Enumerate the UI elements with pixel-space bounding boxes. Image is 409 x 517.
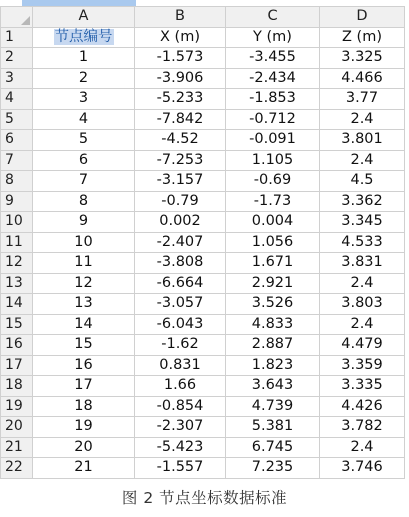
cell-y[interactable]: -3.455 [226, 48, 320, 69]
table-row [1, 273, 405, 294]
cell-y[interactable]: 6.745 [226, 437, 320, 458]
cell-z[interactable]: 2.4 [320, 109, 405, 130]
cell-z[interactable]: 4.479 [320, 335, 405, 356]
row-header[interactable]: 19 [1, 396, 33, 417]
cell-y[interactable]: 3.643 [226, 376, 320, 397]
cell-x[interactable]: -7.842 [135, 109, 226, 130]
cell-z[interactable]: 2.4 [320, 150, 405, 171]
row-header[interactable]: 10 [1, 212, 33, 233]
cell-z[interactable]: 4.466 [320, 68, 405, 89]
cell-node-id[interactable]: 16 [33, 355, 135, 376]
row-header[interactable]: 7 [1, 150, 33, 171]
cell-node-id-header[interactable] [33, 27, 135, 48]
cell-node-id[interactable]: 13 [33, 294, 135, 315]
cell-y-header[interactable]: Y (m) [226, 27, 320, 48]
cell-y[interactable]: -1.73 [226, 191, 320, 212]
cell-y[interactable]: 7.235 [226, 458, 320, 479]
column-header-b[interactable]: B [135, 7, 226, 28]
column-header-a[interactable]: A [33, 7, 135, 28]
cell-node-id[interactable]: 21 [33, 458, 135, 479]
cell-z[interactable]: 2.4 [320, 273, 405, 294]
row-header[interactable]: 21 [1, 437, 33, 458]
cell-z[interactable]: 3.335 [320, 376, 405, 397]
row-header[interactable]: 22 [1, 458, 33, 479]
spreadsheet-grid [0, 6, 405, 479]
row-header[interactable]: 1 [1, 27, 33, 48]
table-row [1, 232, 405, 253]
table-row [1, 335, 405, 356]
cell-y[interactable]: 4.833 [226, 314, 320, 335]
column-header-row [1, 7, 405, 28]
cell-x[interactable]: -3.057 [135, 294, 226, 315]
cell-z[interactable]: 3.801 [320, 130, 405, 151]
table-row [1, 314, 405, 335]
cell-node-id[interactable]: 17 [33, 376, 135, 397]
cell-x[interactable]: -7.253 [135, 150, 226, 171]
cell-node-id[interactable]: 15 [33, 335, 135, 356]
cell-y[interactable]: 4.739 [226, 396, 320, 417]
cell-node-id[interactable]: 6 [33, 150, 135, 171]
row-header[interactable]: 5 [1, 109, 33, 130]
cell-x[interactable]: -2.307 [135, 417, 226, 438]
cell-y[interactable]: -0.091 [226, 130, 320, 151]
cell-x[interactable]: -1.573 [135, 48, 226, 69]
cell-node-id[interactable]: 2 [33, 68, 135, 89]
cell-x[interactable]: -0.854 [135, 396, 226, 417]
cell-z[interactable]: 3.803 [320, 294, 405, 315]
cell-node-id[interactable]: 9 [33, 212, 135, 233]
cell-x[interactable]: -4.52 [135, 130, 226, 151]
spreadsheet [0, 6, 409, 479]
table-row [1, 130, 405, 151]
select-all-corner[interactable] [1, 7, 33, 28]
cell-node-id[interactable]: 20 [33, 437, 135, 458]
cell-y[interactable]: -0.712 [226, 109, 320, 130]
cell-x[interactable]: 1.66 [135, 376, 226, 397]
cell-x[interactable]: -2.407 [135, 232, 226, 253]
cell-z[interactable]: 3.831 [320, 253, 405, 274]
cell-z[interactable]: 3.746 [320, 458, 405, 479]
row-header[interactable]: 17 [1, 355, 33, 376]
cell-x[interactable]: -6.043 [135, 314, 226, 335]
row-header[interactable]: 15 [1, 314, 33, 335]
cell-x[interactable]: -5.423 [135, 437, 226, 458]
cell-node-id[interactable]: 11 [33, 253, 135, 274]
table-row [1, 212, 405, 233]
row-header[interactable]: 20 [1, 417, 33, 438]
cell-y[interactable]: -0.69 [226, 171, 320, 192]
cell-y[interactable]: 1.105 [226, 150, 320, 171]
cell-y[interactable]: 3.526 [226, 294, 320, 315]
column-header-d[interactable]: D [320, 7, 405, 28]
row-header[interactable]: 2 [1, 48, 33, 69]
row-header[interactable]: 14 [1, 294, 33, 315]
cell-z-header[interactable]: Z (m) [320, 27, 405, 48]
row-header[interactable]: 13 [1, 273, 33, 294]
cell-z[interactable]: 4.5 [320, 171, 405, 192]
selected-cell-text: 节点编号 [54, 28, 113, 45]
cell-z[interactable]: 4.426 [320, 396, 405, 417]
table-row [1, 68, 405, 89]
row-header[interactable]: 18 [1, 376, 33, 397]
table-row [1, 171, 405, 192]
row-header[interactable]: 16 [1, 335, 33, 356]
cell-node-id[interactable]: 8 [33, 191, 135, 212]
cell-z[interactable]: 3.362 [320, 191, 405, 212]
cell-y[interactable]: -1.853 [226, 89, 320, 110]
row-header[interactable]: 9 [1, 191, 33, 212]
table-row-header [1, 27, 405, 48]
cell-z[interactable]: 2.4 [320, 314, 405, 335]
cell-node-id[interactable]: 19 [33, 417, 135, 438]
table-row [1, 396, 405, 417]
row-header[interactable]: 6 [1, 130, 33, 151]
cell-z[interactable]: 4.533 [320, 232, 405, 253]
cell-x[interactable]: -6.664 [135, 273, 226, 294]
cell-x[interactable]: -1.557 [135, 458, 226, 479]
cell-y[interactable]: 1.056 [226, 232, 320, 253]
table-row [1, 376, 405, 397]
table-row [1, 294, 405, 315]
table-row [1, 48, 405, 69]
cell-y[interactable]: 2.921 [226, 273, 320, 294]
cell-y[interactable]: 1.823 [226, 355, 320, 376]
cell-node-id[interactable]: 18 [33, 396, 135, 417]
table-row [1, 437, 405, 458]
cell-y[interactable]: 0.004 [226, 212, 320, 233]
table-row [1, 191, 405, 212]
cell-y[interactable]: 5.381 [226, 417, 320, 438]
cell-y[interactable]: 2.887 [226, 335, 320, 356]
row-header[interactable]: 11 [1, 232, 33, 253]
select-all-triangle-icon [21, 16, 30, 25]
cell-node-id[interactable]: 14 [33, 314, 135, 335]
row-header[interactable]: 4 [1, 89, 33, 110]
table-row [1, 150, 405, 171]
cell-z[interactable]: 2.4 [320, 437, 405, 458]
cell-x-header[interactable]: X (m) [135, 27, 226, 48]
row-header[interactable]: 12 [1, 253, 33, 274]
table-row [1, 355, 405, 376]
cell-x[interactable]: 0.831 [135, 355, 226, 376]
cell-z[interactable]: 3.77 [320, 89, 405, 110]
cell-x[interactable]: -5.233 [135, 89, 226, 110]
cell-z[interactable]: 3.345 [320, 212, 405, 233]
cell-node-id[interactable]: 10 [33, 232, 135, 253]
column-header-c[interactable]: C [226, 7, 320, 28]
figure-caption: 图 2 节点坐标数据标准 [121, 489, 288, 507]
cell-x[interactable]: -3.808 [135, 253, 226, 274]
cell-node-id[interactable]: 5 [33, 130, 135, 151]
cell-node-id[interactable]: 1 [33, 48, 135, 69]
cell-node-id[interactable]: 12 [33, 273, 135, 294]
cell-z[interactable]: 3.325 [320, 48, 405, 69]
table-row [1, 458, 405, 479]
cell-z[interactable]: 3.359 [320, 355, 405, 376]
cell-x[interactable]: -0.79 [135, 191, 226, 212]
cell-x[interactable]: -3.157 [135, 171, 226, 192]
cell-node-id[interactable]: 3 [33, 89, 135, 110]
row-header[interactable]: 8 [1, 171, 33, 192]
table-row [1, 109, 405, 130]
table-row [1, 89, 405, 110]
cell-y[interactable]: -2.434 [226, 68, 320, 89]
cell-node-id[interactable]: 7 [33, 171, 135, 192]
table-row [1, 417, 405, 438]
cell-z[interactable]: 3.782 [320, 417, 405, 438]
cell-x[interactable]: -1.62 [135, 335, 226, 356]
row-header[interactable]: 3 [1, 68, 33, 89]
cell-node-id[interactable]: 4 [33, 109, 135, 130]
table-row [1, 253, 405, 274]
cell-y[interactable]: 1.671 [226, 253, 320, 274]
cell-x[interactable]: -3.906 [135, 68, 226, 89]
cell-x[interactable]: 0.002 [135, 212, 226, 233]
